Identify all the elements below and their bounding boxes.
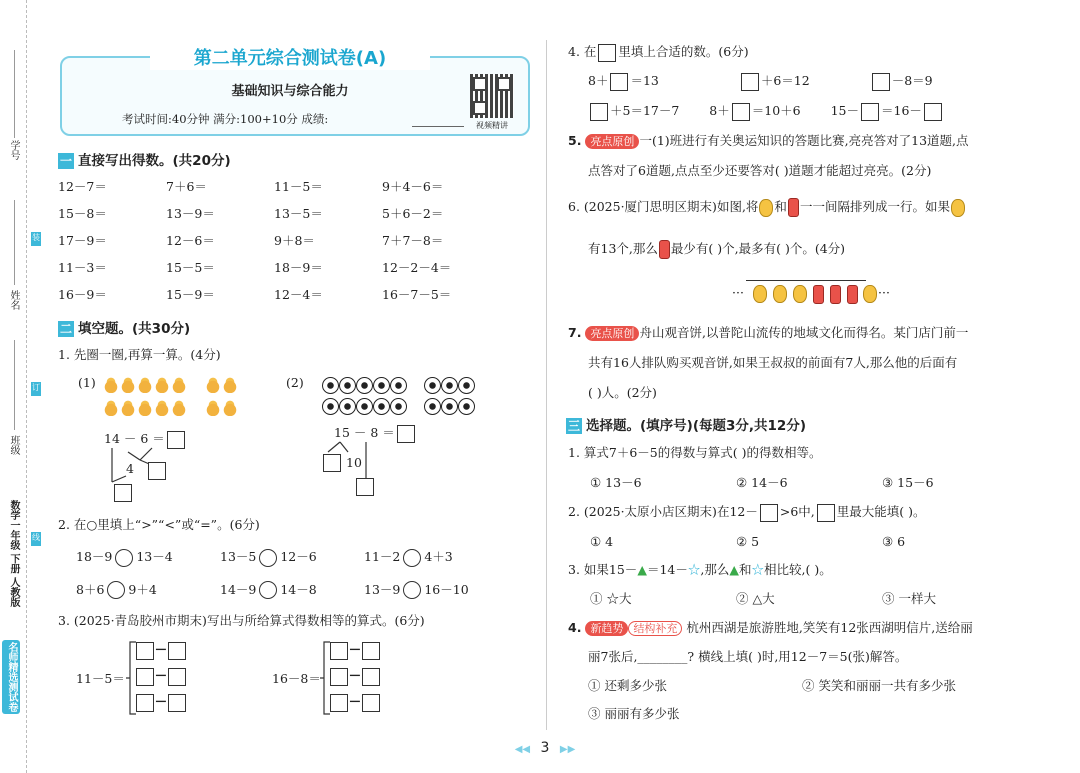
label-xingming: 姓名	[8, 290, 19, 310]
section-1-title: 直接写出得数。(共20分)	[78, 153, 231, 169]
underline-banji	[14, 340, 15, 430]
pear-icon	[121, 399, 135, 416]
answer-box[interactable]	[330, 642, 348, 660]
q2-7-text-end: ( )人。(2分)	[588, 385, 657, 400]
equation-text: 15 － 8 ＝	[334, 425, 395, 440]
trend-badge: 新趋势	[585, 621, 628, 636]
underline-xuehao	[14, 50, 15, 138]
pear-icon	[138, 376, 152, 393]
exam-title: 第二单元综合测试卷(A)	[150, 44, 430, 70]
red-lantern-icon	[813, 285, 824, 304]
soccer-ball-icon	[424, 377, 441, 394]
calc-item: 13－5＝	[274, 206, 323, 221]
page-number: 3	[540, 740, 550, 756]
option[interactable]: ① ☆大	[590, 591, 632, 606]
option[interactable]: ③ 15－6	[882, 475, 934, 490]
option[interactable]: ② △大	[736, 591, 775, 606]
pear-icon	[223, 399, 237, 416]
option[interactable]: ③ 一样大	[882, 591, 936, 606]
box-glyph	[817, 504, 835, 522]
structure-badge: 结构补充	[628, 621, 682, 636]
soccer-ball-icon	[322, 398, 339, 415]
compare-item: 13－5 12－6	[220, 548, 364, 567]
answer-box[interactable]	[168, 694, 186, 712]
column-divider	[546, 40, 547, 730]
seal-mark: 线	[31, 532, 41, 546]
calc-item: 15－8＝	[58, 206, 107, 221]
soccer-ball-icon	[441, 398, 458, 415]
soccer-ball-icon	[441, 377, 458, 394]
label-xuehao: 学号	[8, 140, 19, 160]
calc-item: 18－9＝	[274, 260, 323, 275]
answer-box[interactable]	[861, 103, 879, 121]
option[interactable]: ③ 6	[882, 534, 906, 549]
option[interactable]: ① 还剩多少张	[588, 678, 667, 693]
answer-box[interactable]	[330, 694, 348, 712]
answer-box[interactable]	[356, 478, 374, 496]
calc-item: 12－4＝	[274, 287, 323, 302]
section-3-number: 三	[567, 419, 580, 433]
seal-mark: 订	[31, 382, 41, 396]
pear-icon	[172, 399, 186, 416]
answer-circle[interactable]	[403, 549, 421, 567]
pear-icon	[155, 399, 169, 416]
option[interactable]: ② 5	[736, 534, 760, 549]
q2-3-expr-a: 11－5＝	[76, 671, 125, 686]
option[interactable]: ② 14－6	[736, 475, 788, 490]
soccer-ball-icon	[356, 398, 373, 415]
calc-item: 5＋6－2＝	[382, 206, 444, 221]
calc-item: 15－5＝	[166, 260, 215, 275]
red-lantern-icon	[847, 285, 858, 304]
q2-1-part-a-label: (1)	[78, 375, 96, 390]
answer-box[interactable]	[136, 642, 154, 660]
compare-item: 13－9 16－10	[364, 581, 494, 600]
soccer-ball-icon	[424, 398, 441, 415]
q2-3-text: 3. (2025·青岛胶州市期末)写出与所给算式得数相等的算式。(6分)	[58, 613, 425, 628]
option[interactable]: ② 笑笑和丽丽一共有多少张	[802, 678, 956, 693]
q2-6-text: 6. (2025·厦门思明区期末)如图,将 和 一一间隔排列成一行。如果	[568, 198, 966, 217]
equation-text: 14 － 6 ＝	[104, 431, 165, 446]
compare-item: 8＋6 9＋4	[76, 581, 220, 600]
answer-box[interactable]	[362, 694, 380, 712]
q3-4-text-cont: 丽7张后,________? 横线上填( )时,用12－7＝5(张)解答。	[588, 649, 908, 664]
pear-icon	[104, 399, 118, 416]
pear-icon	[104, 376, 118, 393]
answer-box[interactable]	[590, 103, 608, 121]
q3-4-text: 4. 新趋势 结构补充 杭州西湖是旅游胜地,笑笑有12张西湖明信片,送给丽	[568, 620, 973, 635]
yellow-lantern-icon	[773, 285, 787, 303]
pear-icon	[138, 399, 152, 416]
calc-item: 15－9＝	[166, 287, 215, 302]
star-icon: ☆	[751, 562, 764, 577]
calc-grid	[58, 178, 478, 304]
q2-5-text: 5. 亮点原创 一(1)班进行有关奥运知识的答题比赛,亮亮答对了13道题,点	[568, 133, 969, 148]
section-3-title: 选择题。(填序号)(每题3分,共12分)	[586, 418, 806, 434]
soccer-ball-icon	[390, 377, 407, 394]
box-glyph	[598, 44, 616, 62]
section-3-heading	[566, 414, 806, 434]
triangle-icon: ▲	[729, 562, 739, 577]
calc-item: 12－6＝	[166, 233, 215, 248]
calc-item: 7＋7－8＝	[382, 233, 444, 248]
q3-1-text: 1. 算式7＋6－5的得数与算式( )的得数相等。	[568, 445, 822, 460]
pear-icon-group-small	[206, 376, 240, 418]
answer-box[interactable]	[136, 694, 154, 712]
yellow-lantern-icon	[863, 285, 877, 303]
q2-4-row-2: ＋5＝17－7 8＋ ＝10＋6 15－ ＝16－	[588, 102, 1008, 121]
calc-item: 17－9＝	[58, 233, 107, 248]
calc-item: 11－5＝	[274, 179, 323, 194]
calc-item: 16－7－5＝	[382, 287, 452, 302]
pear-icon	[172, 376, 186, 393]
exam-info: 考试时间:40分钟 满分:100+10分 成绩:	[122, 112, 329, 126]
answer-box[interactable]	[362, 668, 380, 686]
answer-circle[interactable]	[115, 549, 133, 567]
brand-label: 名师精选测试卷	[2, 640, 20, 714]
compare-item: 11－2 4＋3	[364, 548, 494, 567]
underline-xingming	[14, 200, 15, 285]
answer-box[interactable]	[323, 454, 341, 472]
answer-box[interactable]	[397, 425, 415, 443]
red-lantern-icon	[830, 285, 841, 304]
calc-item: 7＋6＝	[166, 179, 207, 194]
label-banji: 班级	[8, 435, 19, 455]
q2-1-text: 1. 先圈一圈,再算一算。(4分)	[58, 347, 221, 362]
compare-grid	[76, 548, 494, 599]
answer-box[interactable]	[924, 103, 942, 121]
q2-2-text: 2. 在○里填上“>”“<”或“=”。(6分)	[58, 517, 260, 532]
soccer-ball-icon	[356, 377, 373, 394]
blank-pair-group: ─ ─ ─	[328, 640, 384, 718]
section-2-number: 二	[59, 322, 72, 336]
option[interactable]: ① 13－6	[590, 475, 642, 490]
answer-circle[interactable]	[259, 549, 277, 567]
q3-2-text: 2. (2025·太原小店区期末)在12－ >6中, 里最大能填( )。	[568, 503, 926, 522]
answer-box[interactable]	[330, 668, 348, 686]
calc-item: 12－2－4＝	[382, 260, 452, 275]
soccer-ball-icon	[339, 377, 356, 394]
soccer-ball-icon	[458, 377, 475, 394]
section-1-number: 一	[59, 154, 72, 168]
red-lantern-icon	[659, 240, 670, 259]
soccer-ball-icon-group	[322, 377, 408, 413]
pear-icon-group	[104, 376, 188, 418]
score-underline	[412, 126, 464, 127]
q3-4-options-row2	[588, 705, 679, 723]
q3-2-options	[590, 533, 990, 551]
section-2-heading	[58, 317, 190, 337]
answer-box[interactable]	[732, 103, 750, 121]
exam-subtitle: 基础知识与综合能力	[231, 84, 349, 99]
triangle-icon: ▲	[637, 562, 647, 577]
q3-3-options	[590, 590, 990, 608]
calc-item: 9＋8＝	[274, 233, 315, 248]
blank-pair-group: ─ ─ ─	[134, 640, 190, 718]
soccer-ball-icon	[322, 377, 339, 394]
star-icon: ☆	[687, 562, 701, 577]
q2-3-expr-b: 16－8＝	[272, 671, 321, 686]
pear-icon	[223, 376, 237, 393]
book-label: 数学一年级 下册 人教版	[8, 500, 19, 607]
pear-icon	[121, 376, 135, 393]
highlight-badge: 亮点原创	[585, 134, 639, 149]
soccer-ball-icon	[390, 398, 407, 415]
pear-icon	[206, 399, 220, 416]
highlight-badge: 亮点原创	[585, 326, 639, 341]
q2-6-text-cont: 有13个,那么 最少有( )个,最多有( )个。(4分)	[588, 240, 845, 259]
soccer-ball-icon	[458, 398, 475, 415]
answer-box[interactable]	[148, 462, 166, 480]
seal-mark: 装	[31, 232, 41, 246]
pear-icon	[155, 376, 169, 393]
split-value-b: 10	[346, 455, 362, 470]
section-1-heading	[58, 149, 231, 169]
calc-item: 12－7＝	[58, 179, 107, 194]
answer-box[interactable]	[872, 73, 890, 91]
option[interactable]: ① 4	[590, 534, 614, 549]
q2-5-text-cont: 点答对了6道题,点点至少还要答对( )道题才能超过亮亮。(2分)	[588, 163, 932, 178]
answer-box[interactable]	[114, 484, 132, 502]
answer-box[interactable]	[136, 668, 154, 686]
next-arrow-icon: ▶▶	[559, 744, 576, 755]
yellow-lantern-icon	[951, 199, 965, 217]
answer-box[interactable]	[168, 668, 186, 686]
compare-item: 18－9 13－4	[76, 548, 220, 567]
q3-4-options-row1	[588, 677, 988, 695]
q2-1-part-b-label: (2)	[286, 375, 304, 390]
answer-box[interactable]	[362, 642, 380, 660]
yellow-lantern-icon	[793, 285, 807, 303]
yellow-lantern-icon	[753, 285, 767, 303]
calc-item: 9＋4－6＝	[382, 179, 444, 194]
q2-7-text-cont: 共有16人排队购买观音饼,如果王叔叔的前面有7人,那么他的后面有	[588, 355, 958, 370]
pear-icon	[206, 376, 220, 393]
compare-item: 14－9 14－8	[220, 581, 364, 600]
soccer-ball-icon	[339, 398, 356, 415]
lantern-row: ··· ···	[732, 276, 892, 306]
answer-circle[interactable]	[259, 581, 277, 599]
box-glyph	[760, 504, 778, 522]
answer-box[interactable]	[741, 73, 759, 91]
soccer-ball-icon	[373, 398, 390, 415]
yellow-lantern-icon	[759, 199, 773, 217]
qr-caption: 视频精讲	[476, 121, 508, 130]
calc-item: 11－3＝	[58, 260, 107, 275]
prev-arrow-icon: ◀◀	[514, 744, 531, 755]
option[interactable]: ③ 丽丽有多少张	[588, 706, 680, 721]
q2-7-text: 7. 亮点原创 舟山观音饼,以普陀山流传的地域文化而得名。某门店门前一	[568, 325, 969, 340]
qr-code-icon	[470, 74, 514, 118]
answer-circle[interactable]	[107, 581, 125, 599]
q2-4-row-1: 8＋ ＝13 ＋6＝12 －8＝9	[588, 72, 988, 91]
answer-circle[interactable]	[403, 581, 421, 599]
soccer-ball-icon-group-small	[424, 377, 478, 413]
q3-3-text: 3. 如果15－▲＝14－☆,那么▲和☆相比较,( )。	[568, 562, 832, 577]
page-footer	[500, 740, 590, 756]
calc-item: 13－9＝	[166, 206, 215, 221]
red-lantern-icon	[788, 198, 799, 217]
section-2-title: 填空题。(共30分)	[78, 321, 191, 337]
calc-item: 16－9＝	[58, 287, 107, 302]
q3-1-options	[590, 474, 990, 492]
soccer-ball-icon	[373, 377, 390, 394]
q2-4-text: 4. 在 里填上合适的数。(6分)	[568, 43, 749, 62]
answer-box[interactable]	[168, 642, 186, 660]
split-value-a: 4	[126, 461, 134, 476]
answer-box[interactable]	[610, 73, 628, 91]
